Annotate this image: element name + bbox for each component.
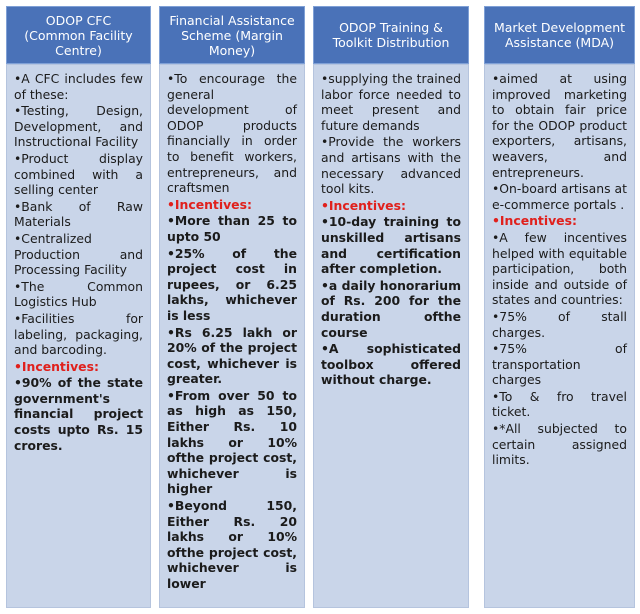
header-line: Assistance (MDA) (504, 35, 615, 50)
bullet-item: •A few incentives helped with equitable participation, both inside and outside of states and countries: (492, 229, 627, 308)
bullet-item: •From over 50 to as high as 150, Either Rs. 10 lakhs or 10% ofthe project cost, whichever is higher (167, 387, 297, 497)
incentives-label: •Incentives: (321, 197, 406, 213)
bullet-item: •Testing, Design, Development, and Instructional Facility (14, 103, 143, 150)
header-line: Centre) (55, 42, 102, 58)
bullet-item: •Bank of Raw Materials (14, 198, 143, 230)
bullet-item: •Provide the workers and artisans with the necessary advanced tool kits. (321, 134, 461, 197)
column-header-market-development (484, 6, 635, 64)
header-line: (Common Facility (24, 27, 133, 43)
bullet-item: •Centralized Production and Processing Facility (14, 230, 143, 278)
column-body-training-toolkit (313, 64, 469, 608)
bullet-item: •The Common Logistics Hub (14, 278, 143, 310)
bullet-item: •A sophisticated toolbox offered without charge. (321, 341, 461, 388)
column-body-market-development (484, 64, 635, 608)
header-line: Scheme (Margin (181, 27, 283, 43)
bullet-item: •Product display combined with a selling center (14, 150, 143, 198)
bullet-item: •Beyond 150, Either Rs. 20 lakhs or 10% ofthe project cost, whichever is lower (167, 498, 297, 591)
header-line: Toolkit Distribution (332, 35, 450, 50)
header-line: ODOP Training & (339, 20, 443, 35)
column-header-financial-assistance (159, 6, 305, 64)
bullet-item: •supplying the trained labor force needed to meet present and future demands (321, 71, 461, 133)
bullet-item: •10-day training to unskilled artisans and certification after completion. (321, 214, 461, 277)
header-line: Money) (208, 42, 256, 58)
column-body-financial-assistance (159, 64, 305, 608)
bullet-item: •A CFC includes few of these: (14, 71, 143, 102)
header-line: Financial Assistance (169, 12, 295, 28)
incentives-label: •Incentives: (167, 196, 252, 212)
bullet-item: •aimed at using improved marketing to obtain fair price for the ODOP product exporters, artisans, weavers, and entrepreneurs. (492, 71, 627, 180)
bullet-item: •Facilities for labeling, packaging, and barcoding. (14, 310, 143, 358)
bullet-item: •More than 25 to upto 50 (167, 213, 297, 244)
bullet-item: •75% of transportation charges (492, 341, 627, 388)
bullet-item: •a daily honorarium of Rs. 200 for the duration ofthe course (321, 277, 461, 340)
bullet-item: •On-board artisans at e-commerce portals . (492, 181, 627, 212)
column-header-training-toolkit (313, 6, 469, 64)
column-header-odop-cfc (6, 6, 151, 64)
header-line: ODOP CFC (45, 12, 112, 28)
incentives-label: •Incentives: (14, 358, 99, 374)
bullet-item: •*All subjected to certain assigned limits. (492, 421, 627, 468)
incentives-label: •Incentives: (492, 213, 577, 229)
bullet-item: •To & fro travel ticket. (492, 388, 627, 420)
header-line: Market Development (493, 20, 626, 35)
column-body-odop-cfc (6, 64, 151, 608)
bullet-item: •25% of the project cost in rupees, or 6.25 lakhs, whichever is less (167, 245, 297, 323)
bullet-item: •75% of stall charges. (492, 308, 627, 340)
bullet-item: •90% of the state government's financial project costs upto Rs. 15 crores. (14, 375, 143, 453)
bullet-item: •Rs 6.25 lakh or 20% of the project cost, whichever is greater. (167, 324, 297, 387)
bullet-item: •To encourage the general development of ODOP products financially in order to benefit workers, entrepreneurs, and craftsmen (167, 71, 297, 196)
